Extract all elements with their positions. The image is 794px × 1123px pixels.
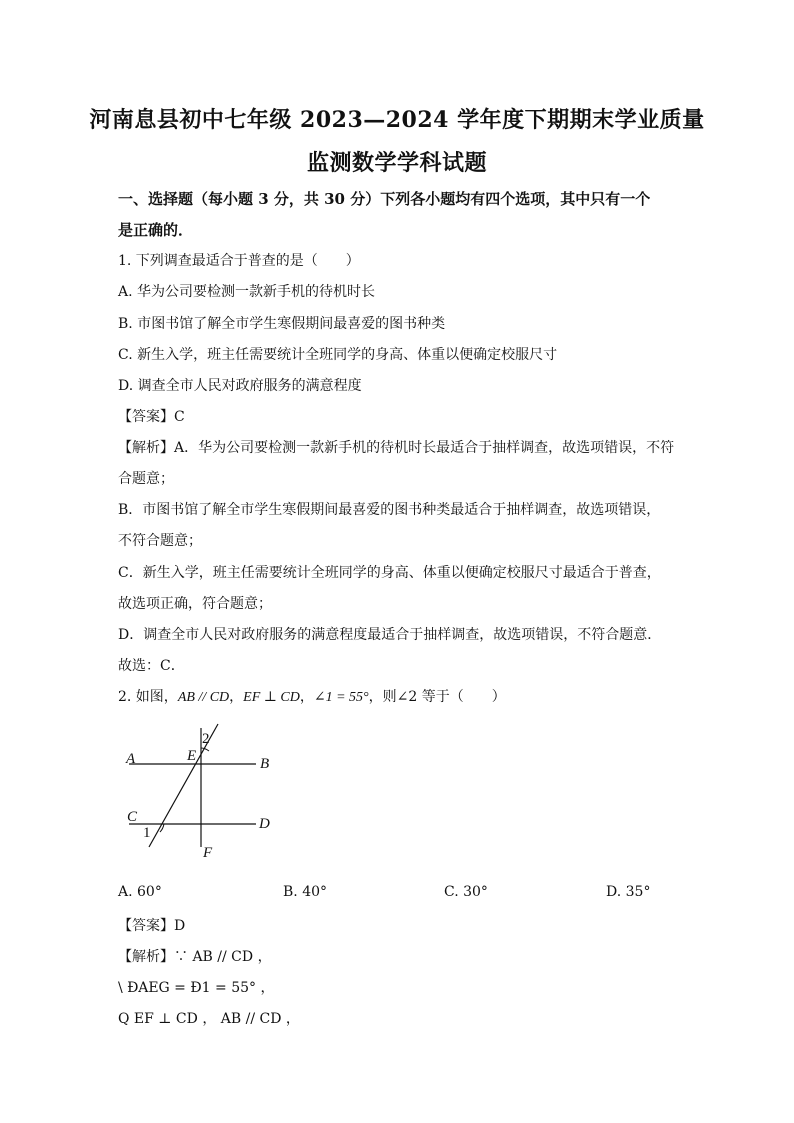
question-1-analysis-line: 不符合题意；: [118, 533, 202, 549]
condition-ab-parallel-cd: AB // CD: [177, 690, 230, 705]
question-1-analysis-line: B．市图书馆了解全市学生寒假期间最喜爱的图书种类最适合于抽样调查，故选项错误，: [118, 502, 661, 518]
question-2-stem-suffix: ，则∠2 等于（ ）: [368, 689, 506, 705]
question-2-answer: 【答案】D: [118, 918, 186, 934]
label-angle-1: 1: [143, 825, 151, 841]
question-1-option-c: C. 新生入学，班主任需要统计全班同学的身高、体重以便确定校服尺寸: [118, 347, 558, 363]
condition-angle-1: ∠1 = 55°: [313, 690, 369, 705]
section-heading-line-2: 是正确的．: [118, 221, 194, 239]
label-c: C: [127, 809, 138, 825]
question-2-analysis-line: \ ÐAEG = Ð1 = 55° ，: [118, 980, 275, 996]
question-1-analysis-line: 合题意；: [118, 471, 174, 487]
question-2-choice-d: D. 35°: [606, 884, 651, 900]
angle-2-arc: [201, 748, 209, 751]
label-b: B: [260, 756, 270, 772]
question-2-stem: [118, 686, 506, 706]
question-1-option-d: D. 调查全市人民对政府服务的满意程度: [118, 378, 362, 394]
page-title-line-1: 河南息县初中七年级 2023—2024 学年度下期期末学业质量: [89, 107, 705, 133]
question-1-analysis-line: 【解析】A．华为公司要检测一款新手机的待机时长最适合于抽样调查，故选项错误，不符: [118, 440, 675, 456]
separator: ，: [229, 689, 244, 705]
question-2-analysis-line: Q EF ⊥ CD ， AB // CD ，: [118, 1011, 300, 1027]
question-2-choice-b: B. 40°: [283, 884, 328, 900]
question-1-answer: 【答案】C: [118, 409, 185, 425]
page-title-line-2: 监测数学学科试题: [306, 150, 487, 176]
label-d: D: [259, 816, 270, 832]
question-1-option-a: A. 华为公司要检测一款新手机的待机时长: [118, 284, 376, 300]
question-1-option-b: B. 市图书馆了解全市学生寒假期间最喜爱的图书种类: [118, 316, 446, 332]
label-angle-2: 2: [202, 731, 210, 747]
separator: ，: [299, 689, 314, 705]
question-2-choice-a: A. 60°: [118, 884, 162, 900]
label-a: A: [126, 751, 136, 767]
question-1-analysis-line: 故选：C．: [118, 658, 185, 674]
question-2-choice-c: C. 30°: [444, 884, 488, 900]
question-1-analysis-line: C．新生入学，班主任需要统计全班同学的身高、体重以便确定校服尺寸最适合于普查，: [118, 565, 661, 581]
question-1-analysis-line: 故选项正确，符合题意；: [118, 596, 272, 612]
label-f: F: [203, 845, 213, 861]
condition-ef-perp-cd: EF ⊥ CD: [243, 690, 300, 705]
question-1-stem: 1. 下列调查最适合于普查的是（ ）: [118, 253, 360, 269]
question-2-analysis-line: 【解析】∵ AB // CD ，: [118, 949, 272, 965]
label-e: E: [187, 748, 197, 764]
question-1-analysis-line: D．调查全市人民对政府服务的满意程度最适合于抽样调查，故选项错误，不符合题意．: [118, 627, 662, 643]
question-2-stem-prefix: 2. 如图，: [118, 689, 178, 705]
section-heading-line-1: 一、选择题（每小题 3 分，共 30 分）下列各小题均有四个选项，其中只有一个: [118, 190, 651, 208]
geometry-figure: [118, 722, 288, 867]
